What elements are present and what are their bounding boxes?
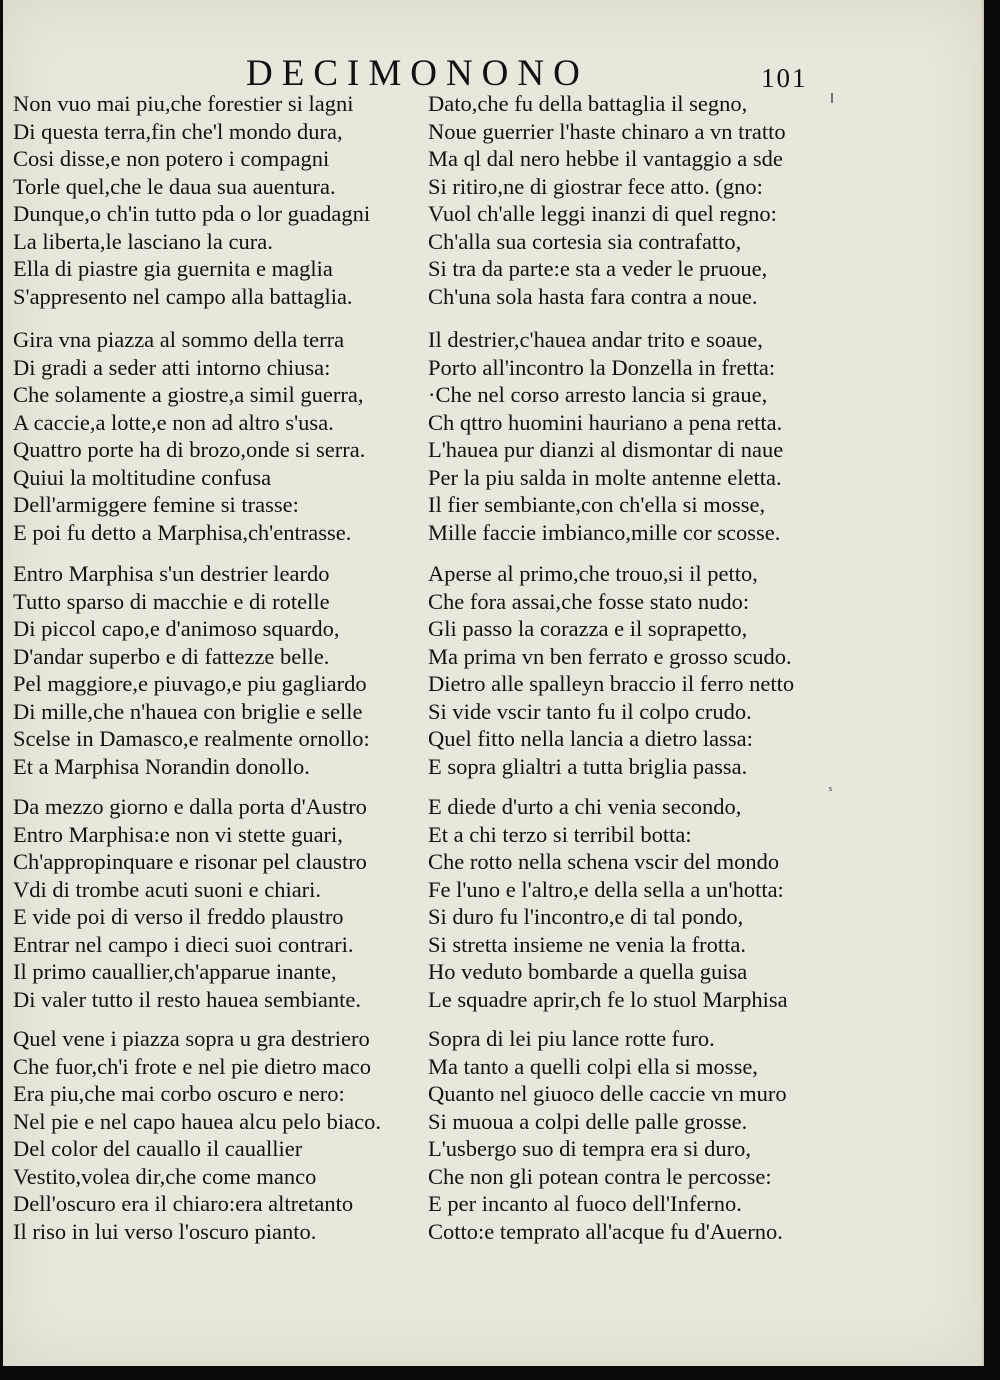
verse-line: Quiui la moltitudine confusa	[13, 464, 272, 490]
verse-line: Gli passo la corazza e il soprapetto,	[428, 616, 748, 641]
verse-line: ·Che nel corso arresto lancia si graue,	[428, 382, 768, 407]
verse-line: Di questa terra,fin che'l mondo dura,	[13, 118, 343, 144]
verse-line: Il destrier,c'hauea andar trito e soaue,	[428, 327, 763, 352]
verse-line: Per la piu salda in molte antenne eletta.	[428, 464, 782, 490]
verse-line: Di piccol capo,e d'animoso squardo,	[13, 616, 340, 641]
stanza-right-5	[428, 1025, 858, 1245]
verse-line: Entrar nel campo i dieci suoi contrari.	[13, 931, 354, 957]
verse-line: Porto all'incontro la Donzella in fretta:	[428, 354, 776, 380]
verse-line: Quel fitto nella lancia a dietro lassa:	[428, 726, 753, 751]
verse-line: Dell'oscuro era il chiaro:era altretanto	[13, 1191, 354, 1216]
verse-line: E diede d'urto a chi venia secondo,	[428, 794, 742, 819]
verse-line: Che rotto nella schena vscir del mondo	[428, 849, 780, 874]
verse-line: Vestito,volea dir,che come manco	[13, 1163, 317, 1189]
verse-line: Ho veduto bombarde a quella guisa	[428, 959, 748, 984]
verse-line: L'usbergo suo di tempra era si duro,	[428, 1136, 751, 1161]
verse-line: Si stretta insieme ne venia la frotta.	[428, 931, 747, 957]
verse-line: Aperse al primo,che trouo,si il petto,	[428, 561, 758, 586]
verse-line: Dato,che fu della battaglia il segno,	[428, 91, 748, 116]
verse-line: Si muoua a colpi delle palle grosse.	[428, 1108, 748, 1134]
verse-line: E per incanto al fuoco dell'Inferno.	[428, 1191, 742, 1216]
verse-line: Torle quel,che le daua sua auentura.	[13, 173, 336, 199]
verse-line: Di mille,che n'hauea con briglie e selle	[13, 698, 363, 724]
verse-line: Vdi di trombe acuti suoni e chiari.	[13, 876, 322, 902]
verse-line: Del color del cauallo il cauallier	[13, 1136, 303, 1161]
verse-line: Si duro fu l'incontro,e di tal pondo,	[428, 904, 744, 929]
verse-line: Noue guerrier l'haste chinaro a vn tratto	[428, 118, 786, 144]
verse-line: Gira vna piazza al sommo della terra	[13, 327, 345, 352]
stanza-left-2	[13, 326, 443, 546]
verse-line: Si vide vscir tanto fu il colpo crudo.	[428, 698, 752, 724]
verse-line: D'andar superbo e di fattezze belle.	[13, 643, 330, 669]
verse-line: Ch'una sola hasta fara contra a noue.	[428, 283, 758, 309]
verse-line: Cotto:e temprato all'acque fu d'Auerno.	[428, 1218, 783, 1244]
verse-line: E sopra glialtri a tutta briglia passa.	[428, 753, 748, 779]
verse-line: Di valer tutto il resto hauea sembiante.	[13, 986, 362, 1012]
verse-line: Ma prima vn ben ferrato e grosso scudo.	[428, 643, 792, 669]
verse-line: Che fuor,ch'i frote e nel pie dietro maco	[13, 1053, 372, 1079]
verse-line: Il riso in lui verso l'oscuro pianto.	[13, 1218, 317, 1244]
verse-line: Si ritiro,ne di giostrar fece atto. (gno:	[428, 173, 763, 199]
stanza-right-4	[428, 793, 858, 1013]
verse-line: Che fora assai,che fosse stato nudo:	[428, 588, 750, 614]
verse-line: Ch'appropinquare e risonar pel claustro	[13, 849, 367, 874]
verse-line: Ella di piastre gia guernita e maglia	[13, 256, 333, 281]
page-number: 101	[761, 63, 808, 93]
verse-line: Che solamente a giostre,a simil guerra,	[13, 382, 364, 407]
canto-title: DECIMONONO	[246, 53, 589, 94]
verse-line: Non vuo mai piu,che forestier si lagni	[13, 91, 354, 116]
verse-line: Dunque,o ch'in tutto pda o lor guadagni	[13, 201, 371, 226]
verse-line: Ch'alla sua cortesia sia contrafatto,	[428, 228, 742, 254]
stanza-left-1	[13, 90, 443, 310]
verse-line: La liberta,le lasciano la cura.	[13, 228, 273, 254]
book-page	[3, 0, 984, 1366]
verse-line: Entro Marphisa s'un destrier leardo	[13, 561, 330, 586]
ink-blot-mark: ˢ	[829, 784, 832, 799]
verse-line: Ma ql dal nero hebbe il vantaggio a sde	[428, 146, 783, 171]
verse-line: Quel vene i piazza sopra u gra destriero	[13, 1026, 370, 1051]
verse-line: Sopra di lei piu lance rotte furo.	[428, 1026, 715, 1051]
verse-line: Ch qttro huomini hauriano a pena retta.	[428, 409, 783, 435]
verse-line: L'hauea pur dianzi al dismontar di naue	[428, 437, 784, 462]
verse-line: Pel maggiore,e piuvago,e piu gagliardo	[13, 671, 367, 696]
verse-line: Dietro alle spalleyn braccio il ferro netto	[428, 671, 795, 696]
stanza-left-4	[13, 793, 443, 1013]
verse-line: Di gradi a seder atti intorno chiusa:	[13, 354, 331, 380]
verse-line: Il primo cauallier,ch'apparue inante,	[13, 959, 337, 984]
verse-line: Che non gli potean contra le percosse:	[428, 1163, 772, 1189]
verse-line: Quanto nel giuoco delle caccie vn muro	[428, 1081, 787, 1106]
verse-line: Scelse in Damasco,e realmente ornollo:	[13, 726, 370, 751]
verse-line: Era piu,che mai corbo oscuro e nero:	[13, 1081, 345, 1106]
verse-line: A caccie,a lotte,e non ad altro s'usa.	[13, 409, 334, 435]
stanza-right-1	[428, 90, 858, 310]
verse-line: Et a Marphisa Norandin donollo.	[13, 753, 310, 779]
verse-line: Da mezzo giorno e dalla porta d'Austro	[13, 794, 367, 819]
verse-line: E vide poi di verso il freddo plaustro	[13, 904, 344, 929]
verse-line: Si tra da parte:e sta a veder le pruoue,	[428, 256, 768, 281]
verse-line: Fe l'uno e l'altro,e della sella a un'hotta:	[428, 876, 784, 902]
verse-line: Dell'armiggere femine si trasse:	[13, 492, 299, 517]
verse-line: Cosi disse,e non potero i compagni	[13, 146, 330, 171]
verse-line: Entro Marphisa:e non vi stette guari,	[13, 821, 343, 847]
verse-line: Nel pie e nel capo haueа alcu pelo biaco.	[13, 1108, 381, 1134]
verse-line: E poi fu detto a Marphisa,ch'entrasse.	[13, 519, 352, 545]
stanza-right-2	[428, 326, 858, 546]
verse-line: Vuol ch'alle leggi inanzi di quel regno:	[428, 201, 777, 226]
verse-line: Le squadre aprir,ch fe lo stuol Marphisa	[428, 986, 788, 1012]
stanza-left-3	[13, 560, 443, 780]
verse-line: Et a chi terzo si terribil botta:	[428, 821, 692, 847]
verse-line: S'appresento nel campo alla battaglia.	[13, 283, 353, 309]
verse-line: Mille faccie imbianco,mille cor scosse.	[428, 519, 781, 545]
stanza-right-3	[428, 560, 858, 780]
stanza-left-5	[13, 1025, 443, 1245]
verse-line: Ma tanto a quelli colpi ella si mosse,	[428, 1053, 758, 1079]
verse-line: Tutto sparso di macchie e di rotelle	[13, 588, 330, 614]
verse-line: Quattro porte ha di brozo,onde si serra.	[13, 437, 366, 462]
verse-line: Il fier sembiante,con ch'ella si mosse,	[428, 492, 766, 517]
